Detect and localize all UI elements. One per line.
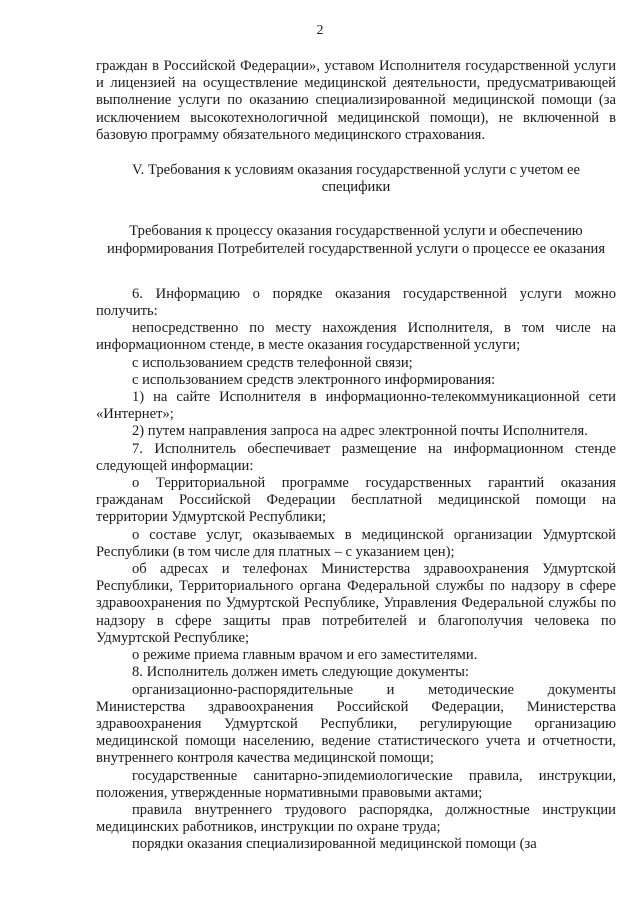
list-item: о составе услуг, оказываемых в медицинской организации Удмуртской Республики (в том числе для платных – с указанием цен); <box>96 526 616 560</box>
subsection-title: Требования к процессу оказания государственной услуги и обеспечению информирования Потребителей государственной услуги о процессе ее оказания <box>106 223 606 257</box>
list-item: государственные санитарно-эпидемиологические правила, инструкции, положения, утвержденные нормативными правовыми актами; <box>96 767 616 801</box>
list-item: непосредственно по месту нахождения Исполнителя, в том числе на информационном стенде, в месте оказания государственной услуги; <box>96 320 616 354</box>
list-item: правила внутреннего трудового распорядка, должностные инструкции медицинских работников, инструкции по охране труда; <box>96 801 616 836</box>
list-item: с использованием средств электронного информирования: <box>132 371 496 388</box>
paragraph-6: 6. Информацию о порядке оказания государственной услуги можно получить: <box>96 285 616 320</box>
intro-paragraph: граждан в Российской Федерации», уставом Исполнителя государственной услуги и лицензией на осуществление медицинской деятельности, предусматривающей выполнение услуги по оказанию специализированной медицинской помощи (за исключением высокотехнологичной медицинской помощи), не включенной в базовую программу обязательного медицинского страхования. <box>96 58 616 143</box>
list-item: о Территориальной программе государственных гарантий оказания гражданам Российской Федерации бесплатной медицинской помощи на территории Удмуртской Республики; <box>96 475 616 526</box>
list-item: 2) путем направления запроса на адрес электронной почты Исполнителя. <box>132 423 588 440</box>
document-body <box>96 58 616 854</box>
list-item: порядки оказания специализированной медицинской помощи (за <box>132 836 537 853</box>
list-item: 1) на сайте Исполнителя в информационно-телекоммуникационной сети «Интернет»; <box>96 389 616 423</box>
list-item: о режиме приема главным врачом и его заместителями. <box>132 647 478 664</box>
page-number: 2 <box>316 23 324 38</box>
paragraph-8: 8. Исполнитель должен иметь следующие документы: <box>132 664 470 681</box>
paragraph-7: 7. Исполнитель обеспечивает размещение на информационном стенде следующей информации: <box>96 440 616 474</box>
section-title: V. Требования к условиям оказания государственной услуги с учетом ее специфики <box>132 162 580 196</box>
list-item: об адресах и телефонах Министерства здравоохранения Удмуртской Республики, Территориального органа Федеральной службы по надзору в сфере здравоохранения по Удмуртской Республике, Управления Федеральной службы по надзору в сфере защиты прав потребителей и благополучия человека по Удмуртской Республике; <box>96 561 616 646</box>
list-item: с использованием средств телефонной связи; <box>132 354 413 371</box>
list-item: организационно-распорядительные и методические документы Министерства здравоохранения Российской Федерации, Министерства здравоохранения Удмуртской Республики, регулирующие организацию медицинской помощи населению, ведение статистического учета и отчетности, внутреннего контроля качества медицинской помощи; <box>96 681 616 767</box>
